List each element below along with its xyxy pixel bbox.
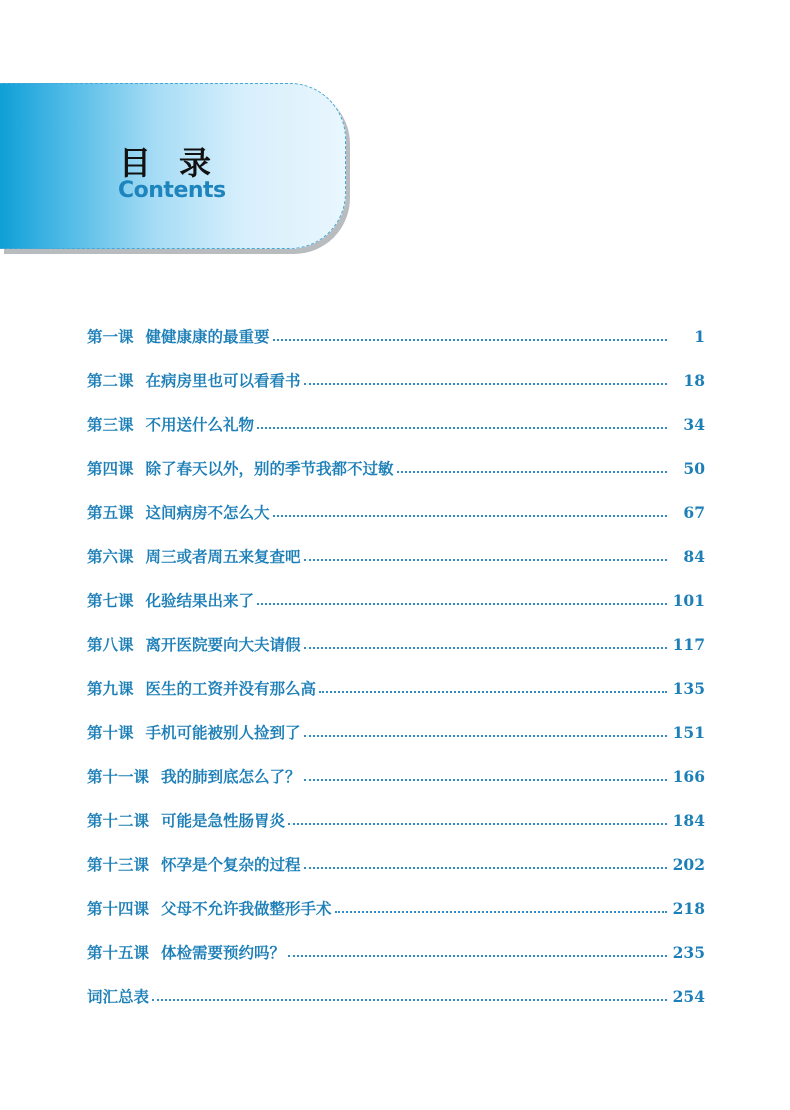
lesson-title: 化验结果出来了 xyxy=(145,591,255,610)
toc-entry-lesson-3[interactable] xyxy=(87,402,705,446)
dot-leader xyxy=(257,603,667,605)
toc-entry-lesson-13[interactable] xyxy=(87,842,705,886)
dot-leader xyxy=(304,867,667,869)
lesson-title: 健健康康的最重要 xyxy=(145,327,270,346)
lesson-number: 第一课 xyxy=(87,327,134,346)
page-subtitle: Contents xyxy=(118,178,226,203)
toc-entry-lesson-12[interactable] xyxy=(87,798,705,842)
toc-entry-glossary[interactable] xyxy=(87,974,705,1018)
page-number: 166 xyxy=(672,766,705,786)
dot-leader xyxy=(304,559,667,561)
toc-entry-lesson-5[interactable] xyxy=(87,490,705,534)
lesson-title: 周三或者周五来复查吧 xyxy=(145,547,301,566)
page-title: 目录 xyxy=(119,144,240,182)
lesson-number: 第八课 xyxy=(87,635,134,654)
page-number: 184 xyxy=(672,810,705,830)
dot-leader xyxy=(397,471,667,473)
lesson-title: 体检需要预约吗？ xyxy=(161,943,286,962)
page-number: 235 xyxy=(672,942,705,962)
lesson-title: 手机可能被别人捡到了 xyxy=(145,723,301,742)
lesson-title: 除了春天以外，别的季节我都不过敏 xyxy=(145,459,394,478)
page-number: 18 xyxy=(683,370,705,390)
dot-leader xyxy=(273,515,667,517)
lesson-number: 第三课 xyxy=(87,415,134,434)
dot-leader xyxy=(304,647,667,649)
toc-entry-lesson-15[interactable] xyxy=(87,930,705,974)
glossary-title: 词汇总表 xyxy=(87,987,150,1006)
toc-entry-lesson-6[interactable] xyxy=(87,534,705,578)
table-of-contents xyxy=(87,314,705,1018)
lesson-number: 第十三课 xyxy=(87,855,150,874)
lesson-number: 第六课 xyxy=(87,547,134,566)
dot-leader xyxy=(319,691,667,693)
page-number: 1 xyxy=(694,326,705,346)
dot-leader xyxy=(152,999,667,1001)
page-number: 67 xyxy=(683,502,705,522)
page-number: 34 xyxy=(683,414,705,434)
toc-entry-lesson-14[interactable] xyxy=(87,886,705,930)
dot-leader xyxy=(257,427,667,429)
lesson-number: 第四课 xyxy=(87,459,134,478)
page-number: 254 xyxy=(672,986,705,1006)
toc-entry-lesson-4[interactable] xyxy=(87,446,705,490)
lesson-title: 离开医院要向大夫请假 xyxy=(145,635,301,654)
lesson-number: 第十四课 xyxy=(87,899,150,918)
dot-leader xyxy=(288,823,667,825)
lesson-title: 医生的工资并没有那么高 xyxy=(145,679,317,698)
page-number: 151 xyxy=(672,722,705,742)
dot-leader xyxy=(273,339,667,341)
toc-entry-lesson-7[interactable] xyxy=(87,578,705,622)
lesson-number: 第七课 xyxy=(87,591,134,610)
page-number: 84 xyxy=(683,546,705,566)
lesson-title: 怀孕是个复杂的过程 xyxy=(161,855,301,874)
lesson-title: 在病房里也可以看看书 xyxy=(145,371,301,390)
page-number: 50 xyxy=(683,458,705,478)
lesson-title: 这间病房不怎么大 xyxy=(145,503,270,522)
toc-entry-lesson-11[interactable] xyxy=(87,754,705,798)
page-number: 218 xyxy=(672,898,705,918)
page-number: 135 xyxy=(672,678,705,698)
toc-entry-lesson-9[interactable] xyxy=(87,666,705,710)
lesson-title: 父母不允许我做整形手术 xyxy=(161,899,332,918)
lesson-number: 第十课 xyxy=(87,723,134,742)
page-number: 101 xyxy=(672,590,705,610)
lesson-number: 第十二课 xyxy=(87,811,150,830)
lesson-title: 可能是急性肠胃炎 xyxy=(161,811,286,830)
dot-leader xyxy=(304,735,667,737)
page-number: 202 xyxy=(672,854,705,874)
dot-leader xyxy=(304,779,667,781)
lesson-number: 第十一课 xyxy=(87,767,150,786)
toc-entry-lesson-1[interactable] xyxy=(87,314,705,358)
dot-leader xyxy=(304,383,667,385)
page-number: 117 xyxy=(672,634,705,654)
lesson-number: 第九课 xyxy=(87,679,134,698)
lesson-number: 第二课 xyxy=(87,371,134,390)
lesson-title: 我的肺到底怎么了？ xyxy=(161,767,301,786)
dot-leader xyxy=(335,911,667,913)
toc-entry-lesson-10[interactable] xyxy=(87,710,705,754)
lesson-number: 第十五课 xyxy=(87,943,150,962)
dot-leader xyxy=(288,955,667,957)
lesson-title: 不用送什么礼物 xyxy=(145,415,255,434)
toc-entry-lesson-2[interactable] xyxy=(87,358,705,402)
toc-entry-lesson-8[interactable] xyxy=(87,622,705,666)
lesson-number: 第五课 xyxy=(87,503,134,522)
